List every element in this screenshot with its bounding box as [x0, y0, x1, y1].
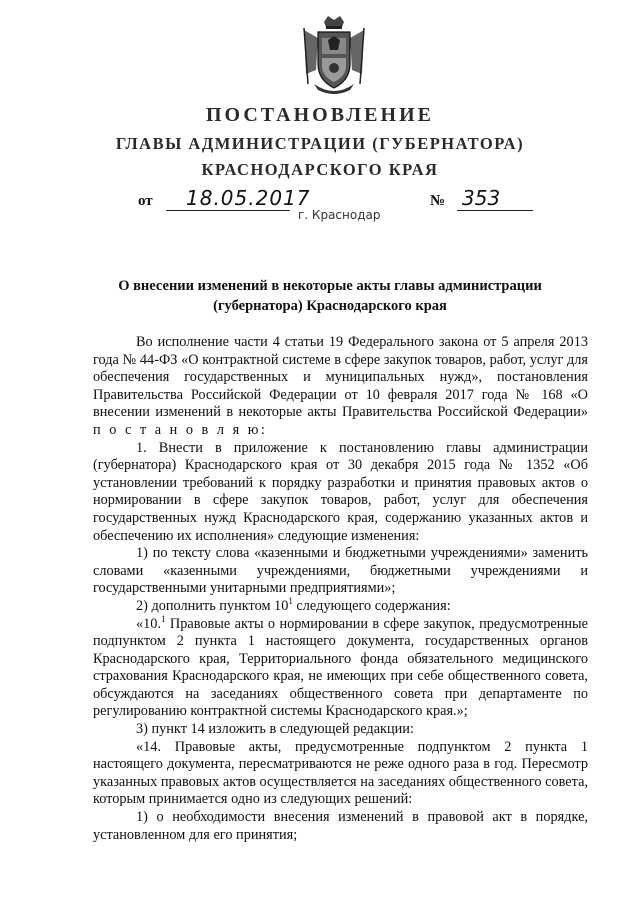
date-label: от — [138, 193, 153, 209]
paragraph-subitem-2 — [93, 598, 588, 616]
preamble-text: Во исполнение части 4 статьи 19 Федерального закона от 5 апреля 2013 года № 44-ФЗ «О контрактной системе в сфере закупок товаров, работ, услуг для обеспечения государственных и муниципальных нужд», постановления Правительства Российской Федерации от 10 февраля 2017 года № 168 «О внесении изменений в некоторые акты Правительства Российской Федерации» — [93, 334, 588, 421]
document-type-heading: ПОСТАНОВЛЕНИЕ — [206, 104, 434, 126]
city-label: г. Краснодар — [298, 208, 381, 222]
paragraph-subitem-3: 3) пункт 14 изложить в следующей редакции: — [136, 721, 414, 738]
point-10-1-text: Правовые акты о нормировании в сфере закупок, предусмотренные подпунктом 2 пункта 1 настоящего документа, государственных органов Краснодарского края, Территориального фонда обязательного медицинского страхования Краснодарского края, не имеющих при себе общественного совета, обсуждаются на заседаниях общественного совета при департаменте по регулированию контрактной системы Краснодарского края.»; — [93, 615, 588, 720]
paragraph-point-14: «14. Правовые акты, предусмотренные подпунктом 2 пункта 1 настоящего документа, пересматриваются не реже одного раза в год. Пересмотр указанных правовых актов осуществляется на заседаниях общественного совета, которым принимается одно из следующих решений: — [93, 738, 588, 808]
region-heading: КРАСНОДАРСКОГО КРАЯ — [201, 160, 439, 179]
coat-of-arms-emblem — [298, 14, 370, 96]
number-label: № — [430, 193, 446, 209]
document-body — [93, 334, 588, 844]
date-underline — [166, 210, 290, 211]
paragraph-point-10-1 — [93, 613, 588, 722]
paragraph-item-1: 1. Внести в приложение к постановлению главы администрации (губернатора) Краснодарского края от 30 декабря 2015 года № 1352 «Об установлении требований к порядку разработки и принятия правовых актов о нормировании в сфере закупок товаров, работ, услуг для обеспечения государственных нужд Краснодарского края, содержанию указанных актов и обеспечению их исполнения» следующие изменения: — [93, 439, 588, 544]
document-date: 18.05.2017 — [186, 186, 311, 210]
number-underline — [457, 210, 533, 211]
issuer-heading: ГЛАВЫ АДМИНИСТРАЦИИ (ГУБЕРНАТОРА) — [115, 134, 525, 153]
point-10-1-number: «10. — [136, 615, 162, 632]
document-number: 353 — [462, 186, 501, 210]
paragraph-subitem-1: 1) по тексту слова «казенными и бюджетными учреждениями» заменить словами «казенными учреждениями, бюджетными учреждениями и государственными унитарными предприятиями»; — [93, 545, 588, 597]
subitem-2-superscript: 1 — [288, 596, 293, 607]
paragraph-decision-1: 1) о необходимости внесения изменений в правовой акт в порядке, установленном для его принятия; — [93, 809, 588, 843]
subitem-2-text: 2) дополнить пунктом 10 — [136, 597, 289, 614]
document-title: О внесении изменений в некоторые акты главы администрации (губернатора) Краснодарского края — [118, 278, 542, 314]
resolve-word: п о с т а н о в л я ю: — [93, 421, 268, 438]
point-10-1-superscript: 1 — [161, 613, 166, 624]
subitem-2-tail: следующего содержания: — [292, 597, 451, 614]
paragraph-preamble — [93, 334, 588, 440]
